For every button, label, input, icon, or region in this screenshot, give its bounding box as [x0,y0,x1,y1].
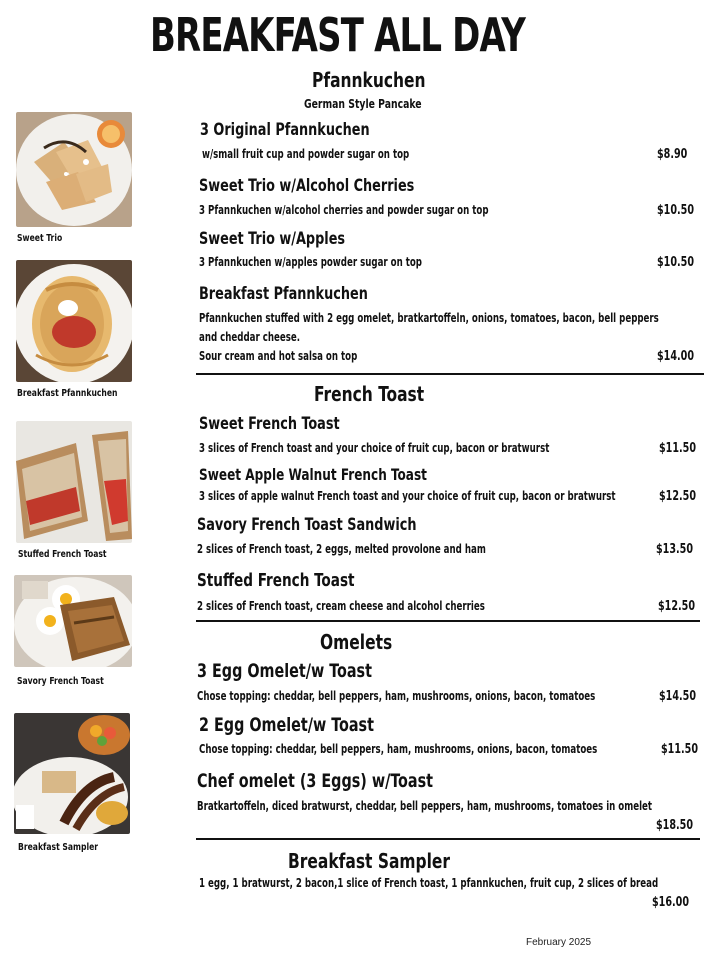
menu-item-price: $10.50 [657,255,695,270]
menu-item-name: Sweet Trio w/Alcohol Cherries [199,176,415,196]
menu-item-description: 2 slices of French toast, cream cheese and alcohol cherries [197,599,485,613]
menu-item-description: Chose topping: cheddar, bell peppers, ham, mushrooms, onions, bacon, tomatoes [197,689,596,703]
menu-item-price: $14.50 [659,689,697,704]
menu-item-description: Sour cream and hot salsa on top [199,349,358,363]
menu-item-name: Stuffed French Toast [197,570,355,591]
menu-item-price: $12.50 [659,489,697,504]
section-divider [196,373,704,375]
menu-item-description: 3 Pfannkuchen w/apples powder sugar on top [199,255,422,269]
menu-item-price: $11.50 [659,441,697,456]
footer-date: February 2025 [526,937,592,948]
menu-item-price: $12.50 [658,599,696,614]
menu-item-name: Sweet French Toast [199,414,340,434]
menu-item-price: $14.00 [657,349,695,364]
menu-item-description: 3 slices of apple walnut French toast and your choice of fruit cup, bacon or bratwurst [199,489,616,503]
menu-item-price: $8.90 [657,147,688,162]
section-heading-breakfast-sampler: Breakfast Sampler [288,849,451,873]
menu-item-description: 3 Pfannkuchen w/alcohol cherries and powder sugar on top [199,203,489,217]
menu-item-description: 1 egg, 1 bratwurst, 2 bacon,1 slice of French toast, 1 pfannkuchen, fruit cup, 2 slices of bread [199,876,659,890]
menu-item-description: 3 slices of French toast and your choice of fruit cup, bacon or bratwurst [199,441,550,455]
savory-french-toast-photo [14,575,132,667]
menu-item-description: Pfannkuchen stuffed with 2 egg omelet, bratkartoffeln, onions, tomatoes, bacon, bell peppers [199,311,659,325]
menu-item-name: Sweet Apple Walnut French Toast [199,465,427,484]
section-heading-pfannkuchen: Pfannkuchen [312,68,426,92]
menu-item-name: Breakfast Pfannkuchen [199,284,368,304]
menu-item-name: 2 Egg Omelet/w Toast [199,714,374,736]
menu-item-name: 3 Egg Omelet/w Toast [197,660,372,682]
menu-item-name: 3 Original Pfannkuchen [200,120,370,140]
stuffed-french-toast-photo [16,421,132,543]
menu-item-price: $13.50 [656,542,694,557]
section-heading-omelets: Omelets [320,630,393,654]
menu-item-description: and cheddar cheese. [199,330,301,344]
menu-item-description: Chose topping: cheddar, bell peppers, ham, mushrooms, onions, bacon, tomatoes [199,742,598,756]
photo-caption: Sweet Trio [17,233,63,244]
menu-item-description: 2 slices of French toast, 2 eggs, melted provolone and ham [197,542,486,556]
section-divider [196,838,700,840]
page-title: BREAKFAST ALL DAY [150,8,526,62]
photo-caption: Breakfast Pfannkuchen [17,388,118,399]
section-divider [196,620,700,622]
menu-item-description: Bratkartoffeln, diced bratwurst, cheddar, bell peppers, ham, mushrooms, tomatoes in omelet [197,799,653,813]
menu-item-price: $18.50 [656,818,694,833]
breakfast-pfannkuchen-photo [16,260,132,382]
menu-item-price: $11.50 [661,742,699,757]
section-subheading-pfannkuchen: German Style Pancake [304,97,422,111]
menu-item-price: $16.00 [652,895,690,910]
menu-item-name: Savory French Toast Sandwich [197,515,417,535]
photo-caption: Savory French Toast [17,676,104,687]
menu-item-name: Chef omelet (3 Eggs) w/Toast [197,770,434,792]
sweet-trio-photo [16,112,132,227]
breakfast-sampler-photo [14,713,130,834]
menu-item-price: $10.50 [657,203,695,218]
photo-caption: Stuffed French Toast [18,549,107,560]
photo-caption: Breakfast Sampler [18,842,99,853]
section-heading-french-toast: French Toast [314,382,425,406]
menu-item-description: w/small fruit cup and powder sugar on top [202,147,410,161]
menu-item-name: Sweet Trio w/Apples [199,229,346,249]
